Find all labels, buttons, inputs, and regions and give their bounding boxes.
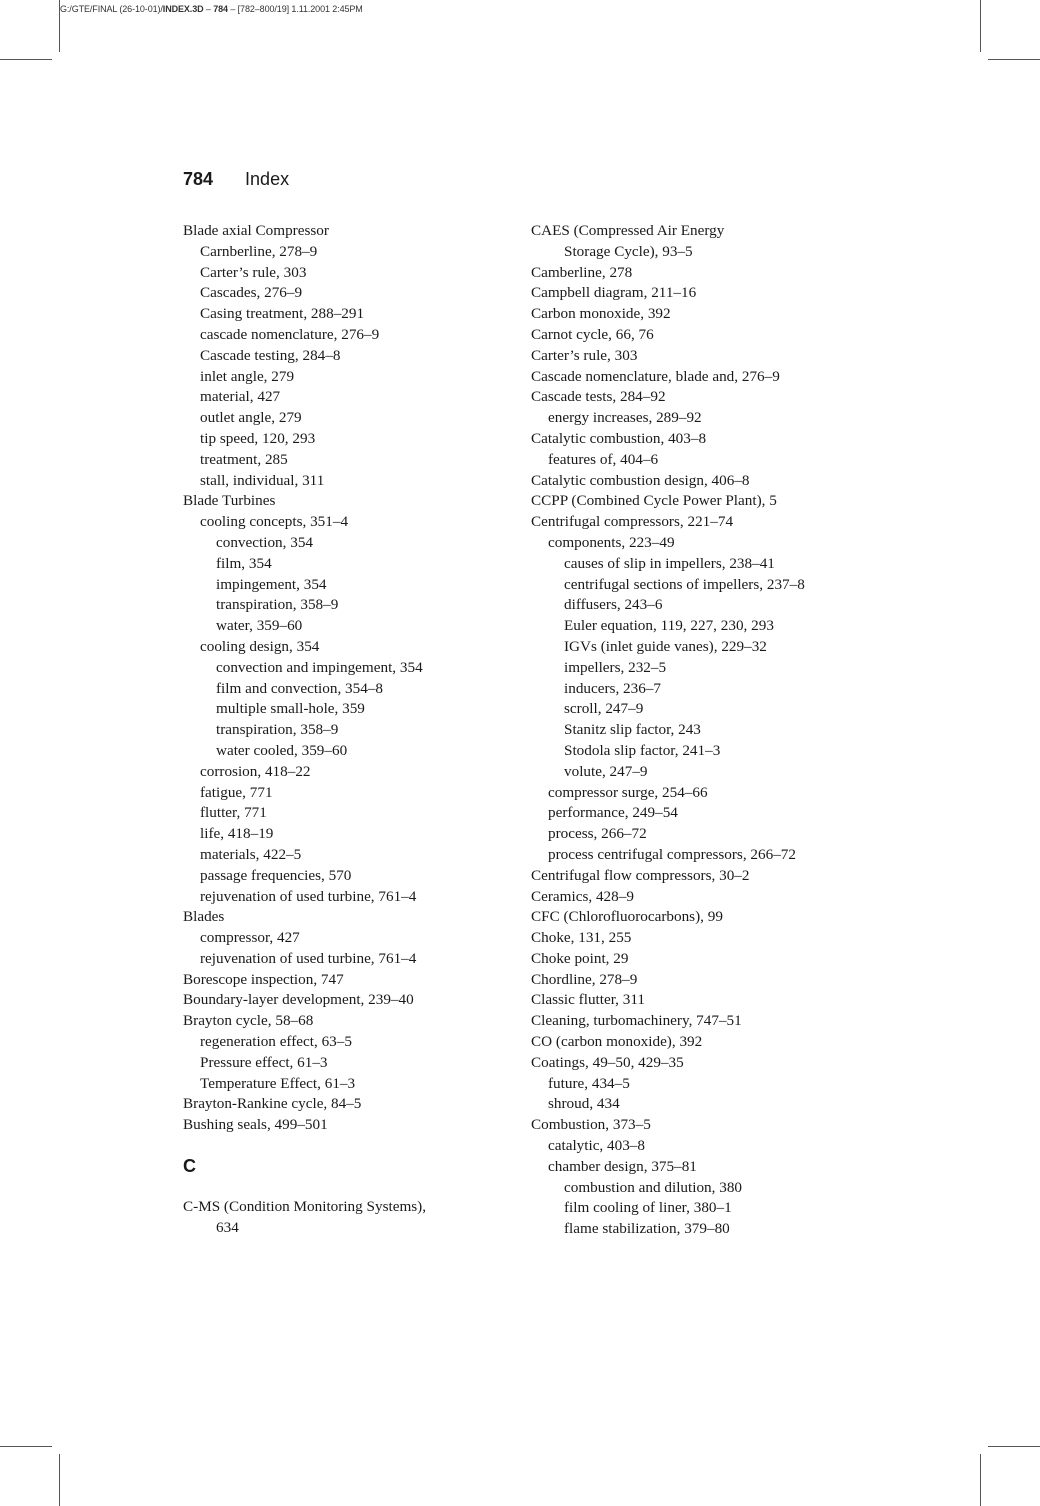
slug-file: INDEX.3D — [162, 4, 204, 14]
index-entry: Brayton-Rankine cycle, 84–5 — [183, 1095, 362, 1113]
slug-page: 784 — [213, 4, 228, 14]
index-entry: Bushing seals, 499–501 — [183, 1116, 328, 1134]
index-entry: convection and impingement, 354 — [216, 658, 423, 676]
index-entry: combustion and dilution, 380 — [564, 1178, 743, 1196]
index-entry: Brayton cycle, 58–68 — [183, 1012, 314, 1030]
index-entry: Choke point, 29 — [531, 949, 629, 967]
index-entry: fatigue, 771 — [200, 783, 273, 801]
index-entry: regeneration effect, 63–5 — [200, 1033, 352, 1051]
index-entry: life, 418–19 — [200, 825, 274, 843]
index-entry: Cascade testing, 284–8 — [200, 346, 341, 364]
index-entry: tip speed, 120, 293 — [200, 429, 316, 447]
index-entry: Combustion, 373–5 — [531, 1116, 651, 1134]
slug-separator: – — [203, 4, 214, 14]
index-entry: IGVs (inlet guide vanes), 229–32 — [564, 637, 767, 655]
index-entry: Carnberline, 278–9 — [200, 242, 318, 260]
index-entry: Blade axial Compressor — [183, 222, 329, 239]
index-entry: catalytic, 403–8 — [548, 1137, 645, 1155]
index-entry: Catalytic combustion design, 406–8 — [531, 471, 750, 489]
index-entry: inducers, 236–7 — [564, 679, 662, 697]
index-entry: multiple small-hole, 359 — [216, 700, 365, 718]
index-entry: Cascades, 276–9 — [200, 284, 303, 302]
index-entry: Carter’s rule, 303 — [531, 346, 638, 364]
index-entry: stall, individual, 311 — [200, 471, 325, 489]
index-entry: volute, 247–9 — [564, 762, 648, 780]
index-entry: compressor, 427 — [200, 929, 300, 947]
index-entry: transpiration, 358–9 — [216, 721, 339, 739]
index-entry: material, 427 — [200, 388, 281, 406]
index-entry: 634 — [216, 1218, 239, 1236]
index-entry: centrifugal sections of impellers, 237–8 — [564, 575, 805, 593]
page-title: Index — [245, 169, 290, 189]
index-entry: Storage Cycle), 93–5 — [564, 242, 693, 260]
index-entry: future, 434–5 — [548, 1074, 630, 1092]
index-entry: Coatings, 49–50, 429–35 — [531, 1053, 684, 1071]
index-entry: Classic flutter, 311 — [531, 991, 645, 1009]
index-entry: CO (carbon monoxide), 392 — [531, 1033, 703, 1051]
index-entry: Cascade nomenclature, blade and, 276–9 — [531, 367, 780, 385]
index-entry: Stodola slip factor, 241–3 — [564, 741, 721, 759]
index-entry: impingement, 354 — [216, 575, 327, 593]
index-entry: treatment, 285 — [200, 450, 288, 468]
index-entry: chamber design, 375–81 — [548, 1157, 697, 1175]
index-entry: flame stabilization, 379–80 — [564, 1220, 730, 1238]
index-entry: diffusers, 243–6 — [564, 596, 663, 614]
index-entry: CAES (Compressed Air Energy — [531, 222, 725, 239]
crop-mark-bottom-right-vertical — [980, 1454, 981, 1506]
index-entry: Carnot cycle, 66, 76 — [531, 325, 654, 343]
section-c-entries — [183, 1197, 503, 1239]
index-entry: impellers, 232–5 — [564, 658, 667, 676]
index-entry: inlet angle, 279 — [200, 367, 295, 385]
crop-mark-top-right-horizontal — [988, 59, 1040, 60]
index-entry: Borescope inspection, 747 — [183, 970, 344, 988]
index-entry: transpiration, 358–9 — [216, 596, 339, 614]
index-entry: features of, 404–6 — [548, 450, 659, 468]
index-entry: Camberline, 278 — [531, 263, 633, 281]
crop-mark-top-left-vertical — [59, 0, 60, 52]
running-head — [183, 169, 289, 190]
page-number: 784 — [183, 169, 214, 189]
index-entry: Catalytic combustion, 403–8 — [531, 429, 707, 447]
index-entry: Euler equation, 119, 227, 230, 293 — [564, 617, 774, 635]
index-entry: Casing treatment, 288–291 — [200, 305, 365, 323]
index-entry: Cascade tests, 284–92 — [531, 388, 666, 406]
slug-prefix: G:/GTE/FINAL (26-10-01)/ — [60, 4, 163, 14]
index-entry: cooling design, 354 — [200, 637, 320, 655]
index-entry: compressor surge, 254–66 — [548, 783, 708, 801]
crop-mark-top-left-horizontal — [0, 59, 52, 60]
index-entry: shroud, 434 — [548, 1095, 620, 1113]
index-entry: film cooling of liner, 380–1 — [564, 1199, 732, 1217]
index-entry: Boundary-layer development, 239–40 — [183, 991, 414, 1009]
right-entries — [531, 221, 871, 1240]
index-entry: outlet angle, 279 — [200, 409, 302, 427]
index-entry: Stanitz slip factor, 243 — [564, 721, 701, 739]
index-entry: CCPP (Combined Cycle Power Plant), 5 — [531, 492, 777, 510]
index-entry: Centrifugal flow compressors, 30–2 — [531, 866, 750, 884]
index-entry: performance, 249–54 — [548, 804, 678, 822]
index-column-left — [183, 221, 503, 1238]
index-entry: water, 359–60 — [216, 617, 303, 635]
index-entry: Blades — [183, 908, 225, 926]
index-column-right — [531, 221, 871, 1240]
index-entry: Temperature Effect, 61–3 — [200, 1074, 356, 1092]
index-entry: process centrifugal compressors, 266–72 — [548, 845, 796, 863]
section-heading-c: C — [183, 1156, 196, 1177]
index-entry: CFC (Chlorofluorocarbons), 99 — [531, 908, 723, 926]
index-entry: Carbon monoxide, 392 — [531, 305, 671, 323]
index-entry: Cleaning, turbomachinery, 747–51 — [531, 1012, 742, 1030]
index-entry: Carter’s rule, 303 — [200, 263, 307, 281]
slug-line — [60, 4, 363, 14]
index-entry: materials, 422–5 — [200, 845, 302, 863]
index-entry: causes of slip in impellers, 238–41 — [564, 554, 775, 572]
index-entry: water cooled, 359–60 — [216, 741, 348, 759]
index-entry: rejuvenation of used turbine, 761–4 — [200, 949, 417, 967]
index-entry: process, 266–72 — [548, 825, 647, 843]
index-entry: components, 223–49 — [548, 533, 675, 551]
index-entry: rejuvenation of used turbine, 761–4 — [200, 887, 417, 905]
index-entry: Centrifugal compressors, 221–74 — [531, 513, 734, 531]
crop-mark-bottom-right-horizontal — [988, 1446, 1040, 1447]
index-entry: scroll, 247–9 — [564, 700, 644, 718]
index-entry: energy increases, 289–92 — [548, 409, 702, 427]
index-entry: film, 354 — [216, 554, 272, 572]
index-entry: Campbell diagram, 211–16 — [531, 284, 697, 302]
left-entries — [183, 221, 503, 1136]
index-entry: cooling concepts, 351–4 — [200, 513, 349, 531]
index-entry: Ceramics, 428–9 — [531, 887, 634, 905]
crop-mark-top-right-vertical — [980, 0, 981, 52]
index-entry: Chordline, 278–9 — [531, 970, 638, 988]
index-entry: Blade Turbines — [183, 492, 276, 510]
index-entry: flutter, 771 — [200, 804, 267, 822]
index-entry: Choke, 131, 255 — [531, 929, 632, 947]
index-entry: corrosion, 418–22 — [200, 762, 311, 780]
index-entry: passage frequencies, 570 — [200, 866, 352, 884]
index-entry: cascade nomenclature, 276–9 — [200, 325, 380, 343]
crop-mark-bottom-left-vertical — [59, 1454, 60, 1506]
index-entry: convection, 354 — [216, 533, 314, 551]
index-entry: C-MS (Condition Monitoring Systems), — [183, 1197, 427, 1215]
crop-mark-bottom-left-horizontal — [0, 1446, 52, 1447]
slug-rest: – [782–800/19] 1.11.2001 2:45PM — [227, 4, 363, 14]
index-entry: Pressure effect, 61–3 — [200, 1053, 328, 1071]
index-entry: film and convection, 354–8 — [216, 679, 384, 697]
